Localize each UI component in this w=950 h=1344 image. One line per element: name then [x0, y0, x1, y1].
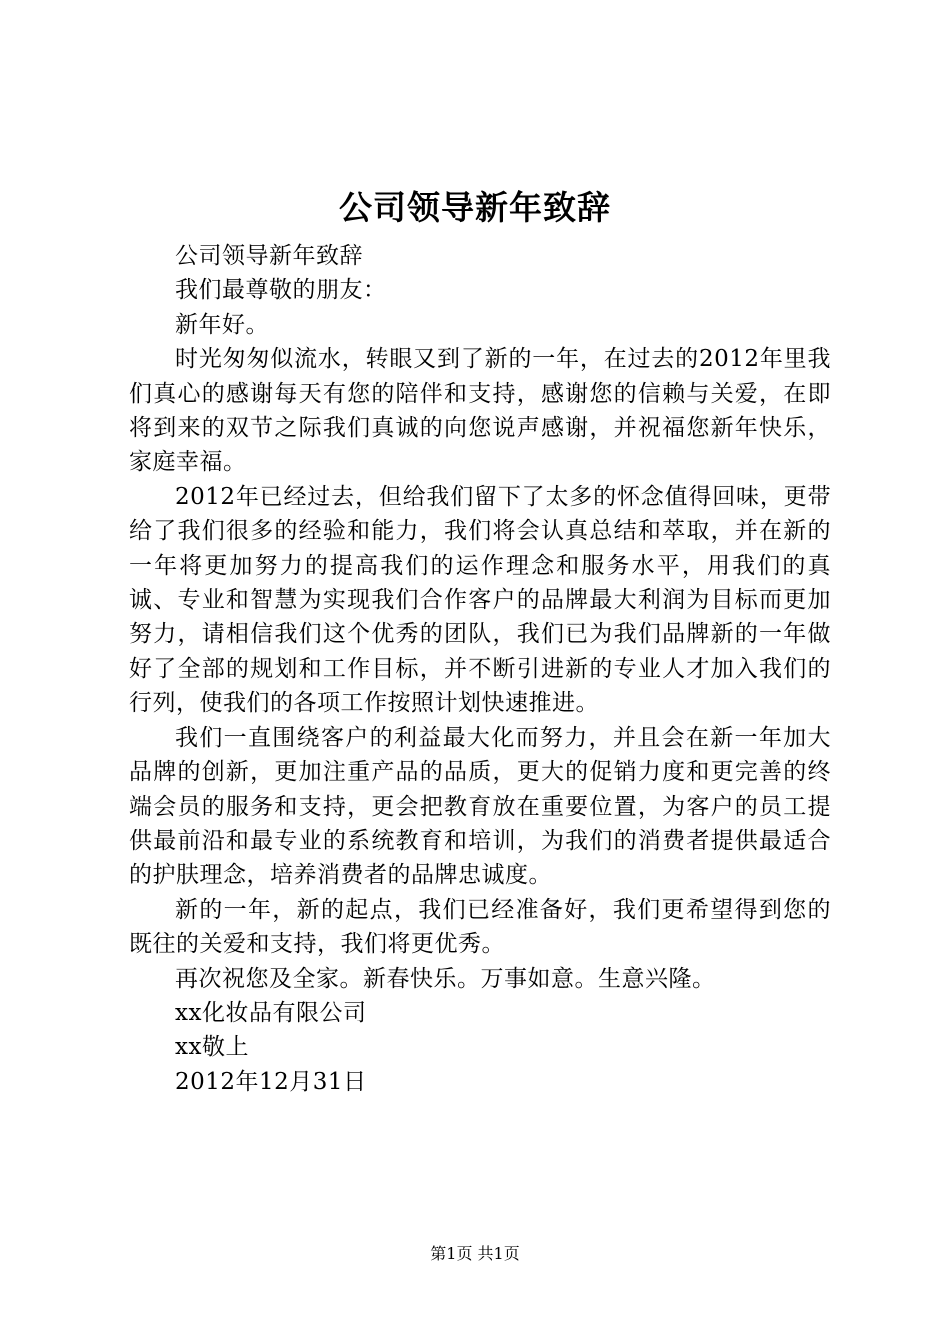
document-body	[129, 239, 831, 1099]
document-title: 公司领导新年致辞	[339, 188, 611, 227]
paragraph-wishes: 再次祝您及全家。新春快乐。万事如意。生意兴隆。	[175, 965, 716, 992]
paragraph-greeting: 新年好。	[175, 311, 269, 338]
signature-date: 2012年12月31日	[175, 1068, 367, 1095]
signature-company: xx化妆品有限公司	[175, 999, 367, 1026]
paragraph-commitment: 我们一直围绕客户的利益最大化而努力，并且会在新一年加大品牌的创新，更加注重产品的品质，更大的促销力度和更完善的终端会员的服务和支持，更会把教育放在重要位置，为客户的员工提供最前沿和最专业的系统教育和培训，为我们的消费者提供最适合的护肤理念，培养消费者的品牌忠诚度。	[129, 724, 831, 889]
paragraph-salutation: 我们最尊敬的朋友：	[175, 277, 387, 304]
paragraph-review: 2012年已经过去，但给我们留下了太多的怀念值得回味，更带给了我们很多的经验和能力，我们将会认真总结和萃取，并在新的一年将更加努力的提高我们的运作理念和服务水平，用我们的真诚、专业和智慧为实现我们合作客户的品牌最大利润为目标而更加努力，请相信我们这个优秀的团队，我们已为我们品牌新的一年做好了全部的规划和工作目标，并不断引进新的专业人才加入我们的行列，使我们的各项工作按照计划快速推进。	[129, 483, 831, 717]
paragraph-new-start: 新的一年，新的起点，我们已经准备好，我们更希望得到您的既往的关爱和支持，我们将更优秀。	[129, 896, 831, 958]
paragraph-subtitle: 公司领导新年致辞	[175, 243, 363, 269]
paragraph-thanks: 时光匆匆似流水，转眼又到了新的一年，在过去的2012年里我们真心的感谢每天有您的陪伴和支持，感谢您的信赖与关爱，在即将到来的双节之际我们真诚的向您说声感谢，并祝福您新年快乐，家庭幸福。	[129, 346, 831, 476]
signature-name: xx敬上	[175, 1034, 249, 1061]
page-footer: 第1页 共1页	[430, 1244, 520, 1263]
